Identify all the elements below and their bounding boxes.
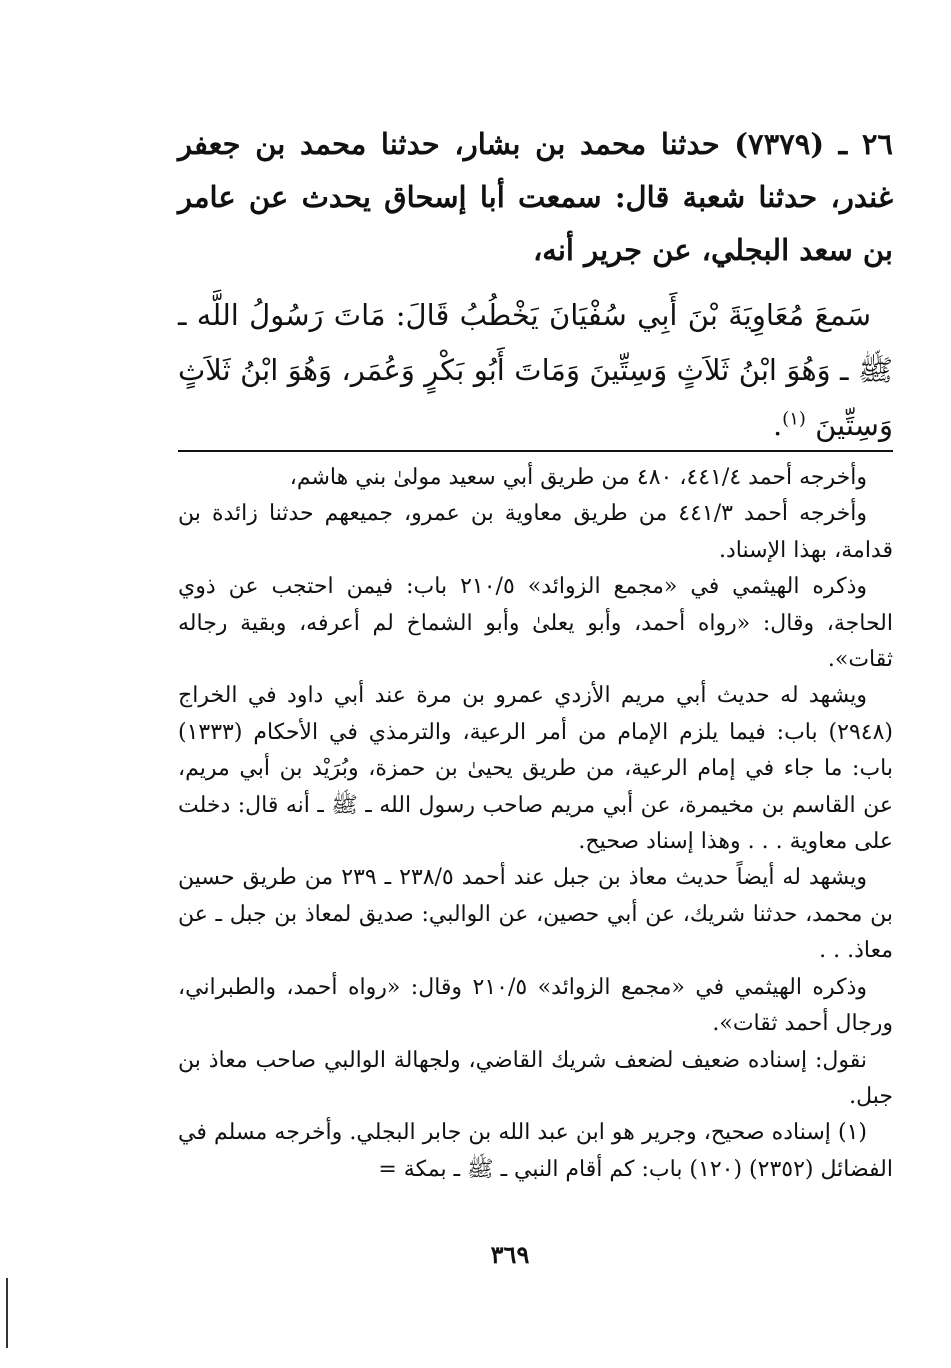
scan-margin-mark — [6, 1278, 8, 1348]
footnote-paragraph: وذكره الهيثمي في «مجمع الزوائد» ٢١٠/٥ باب: فيمن احتجب عن ذوي الحاجة، وقال: «رواه أحمد، وأبو يعلىٰ وأبو الشماخ لم أعرفه، وبقية رجاله ثقات». — [178, 574, 893, 673]
footnote-paragraph: وذكره الهيثمي في «مجمع الزوائد» ٢١٠/٥ وقال: «رواه أحمد، والطبراني، ورجال أحمد ثقات». — [178, 974, 893, 1037]
footnote-paragraph: وأخرجه أحمد ٤٤١/٣ من طريق معاوية بن عمرو، جميعهم حدثنا زائدة بن قدامة، بهذا الإسناد. — [178, 501, 893, 563]
hadith-isnad-block — [178, 118, 893, 277]
hadith-isnad: ٢٦ ـ (٧٣٧٩) حدثنا محمد بن بشار، حدثنا محمد بن جعفر غندر، حدثنا شعبة قال: سمعت أبا إسحاق يحدث عن عامر بن سعد البجلي، عن جرير أنه، — [178, 127, 893, 267]
footnote-reference: (١) — [782, 408, 806, 430]
footnote-paragraph: ويشهد له حديث أبي مريم الأزدي عمرو بن مرة عند أبي داود في الخراج (٢٩٤٨) باب: فيما يلزم الإمام من أمر الرعية، والترمذي في الأحكام (١٣٣٣) باب: ما جاء في إمام الرعية، من طريق يحيىٰ بن حمزة، وبُرَيْد بن أبي مريم، عن القاسم بن مخيمرة، عن أبي مريم صاحب رسول الله ـ ﷺ ـ أنه قال: دخلت على معاوية . . . وهذا إسناد صحيح. — [178, 683, 893, 855]
footnote-paragraph: ويشهد له أيضاً حديث معاذ بن جبل عند أحمد ٢٣٨/٥ ـ ٢٣٩ من طريق حسين بن محمد، حدثنا شريك، عن أبي حصين، عن الوالبي: صديق لمعاذ بن جبل ـ عن معاذ. . . — [178, 865, 893, 964]
footnote-divider — [178, 450, 893, 452]
hadith-matn-block — [178, 288, 893, 453]
footnote-paragraph: (١) إسناده صحيح، وجرير هو ابن عبد الله بن جابر البجلي. وأخرجه مسلم في الفضائل (٢٣٥٢) (١٢٠) باب: كم أقام النبي ـ ﷺ ـ بمكة = — [178, 1120, 893, 1182]
hadith-matn: سَمعَ مُعَاوِيَةَ بْنَ أَبِي سُفْيَانَ يَخْطُبُ قَالَ: مَاتَ رَسُولُ اللَّه ـ ﷺ ـ وَهُوَ ابْنُ ثَلاَثٍ وَسِتِّينَ وَمَاتَ أَبُو بَكْرٍ وَعُمَر، وَهُوَ ابْنُ ثَلاَثٍ وَسِتِّينَ — [178, 298, 893, 442]
hadith-matn-paragraph — [178, 288, 893, 453]
page-number: ٣٦٩ — [490, 1240, 530, 1269]
hadith-end-mark: . — [772, 408, 783, 442]
footnote-paragraph: وأخرجه أحمد ٤٤١/٤، ٤٨٠ من طريق أبي سعيد مولىٰ بني هاشم، — [289, 465, 867, 490]
footnotes-block — [178, 460, 893, 1188]
footnote-paragraph: نقول: إسناده ضعيف لضعف شريك القاضي، ولجهالة الوالبي صاحب معاذ بن جبل. — [178, 1047, 893, 1109]
